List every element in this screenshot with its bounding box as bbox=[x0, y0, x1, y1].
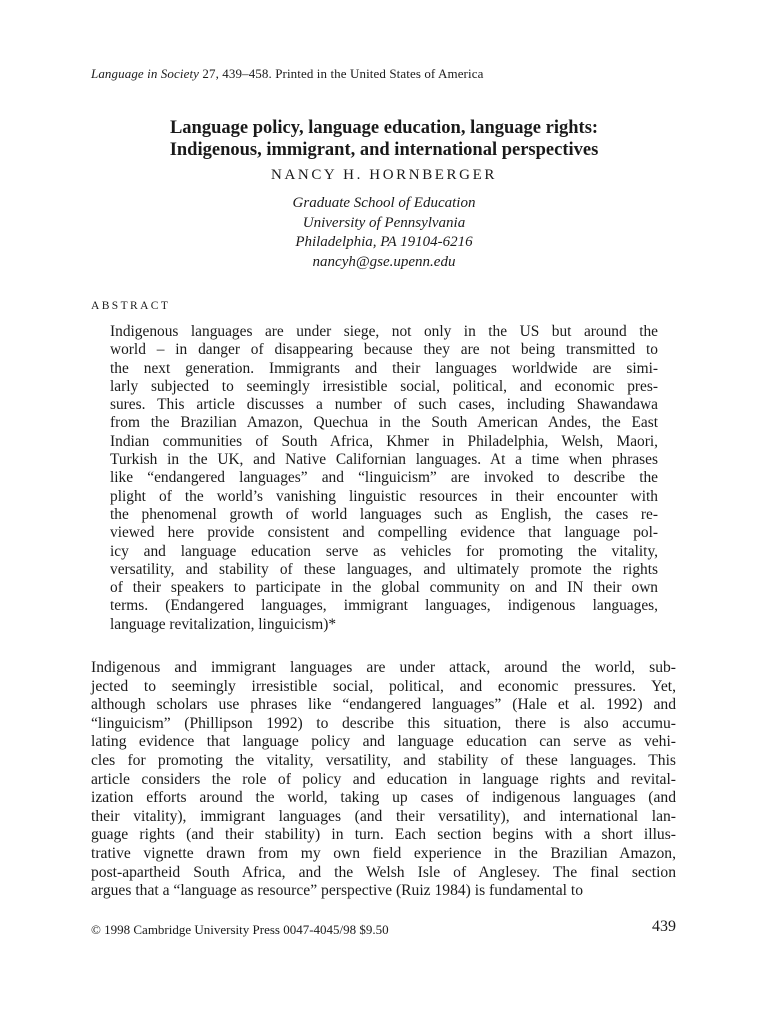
body-line: lating evidence that language policy and language education can serve as vehi- bbox=[91, 733, 676, 751]
abstract-text bbox=[110, 323, 658, 634]
abstract-line: Indigenous languages are under siege, not only in the US but around the bbox=[110, 323, 658, 340]
title-block bbox=[0, 117, 768, 272]
abstract-line: viewed here provide consistent and compelling evidence that language pol- bbox=[110, 524, 658, 542]
journal-citation: 27, 439–458. Printed in the United States of America bbox=[199, 66, 484, 81]
author-affiliation bbox=[0, 194, 768, 272]
abstract-line: plight of the world’s vanishing linguistic resources in their encounter with bbox=[110, 487, 658, 505]
body-line: post-apartheid South Africa, and the Welsh Isle of Anglesey. The final section bbox=[91, 863, 676, 881]
abstract-line: larly subjected to seemingly irresistible social, political, and economic pres- bbox=[110, 377, 658, 395]
body-line: ization efforts around the world, taking up cases of indigenous languages (and bbox=[91, 789, 676, 807]
affiliation-school: Graduate School of Education bbox=[292, 195, 476, 211]
abstract-line: Indian communities of South Africa, Khmer in Philadelphia, Welsh, Maori, bbox=[110, 432, 658, 450]
abstract-line: versatility, and stability of these languages, and ultimately promote the rights bbox=[110, 560, 658, 578]
article-title-line-2: Indigenous, immigrant, and international perspectives bbox=[169, 140, 599, 160]
affiliation-address: Philadelphia, PA 19104-6216 bbox=[295, 234, 473, 251]
abstract-heading: ABSTRACT bbox=[91, 300, 171, 312]
affiliation-university: University of Pennsylvania bbox=[302, 214, 466, 231]
abstract-line: icy and language education serve as vehicles for promoting the vitality, bbox=[110, 542, 658, 560]
copyright-line: © 1998 Cambridge University Press 0047-4045/98 $9.50 bbox=[91, 922, 389, 937]
abstract-line: sures. This article discusses a number of such cases, including Shawandawa bbox=[110, 396, 658, 414]
body-line: article considers the role of policy and education in language rights and revital- bbox=[91, 770, 676, 788]
abstract-line: of their speakers to participate in the global community on and IN their own bbox=[110, 579, 658, 597]
body-line: cles for promoting the vitality, versatility, and stability of these languages. This bbox=[91, 751, 676, 769]
abstract-line: terms. (Endangered languages, immigrant languages, indigenous languages, bbox=[110, 597, 658, 615]
body-line: argues that a “language as resource” perspective (Ruiz 1984) is fundamental to bbox=[91, 882, 584, 900]
abstract-line: language revitalization, linguicism)* bbox=[110, 615, 337, 633]
abstract-line: world – in danger of disappearing because they are not being transmitted to bbox=[110, 341, 658, 359]
page-number: 439 bbox=[652, 918, 676, 935]
body-line: jected to seemingly irresistible social, political, and economic pressures. Yet, bbox=[91, 677, 676, 695]
body-text bbox=[91, 659, 676, 901]
author-email: nancyh@gse.upenn.edu bbox=[312, 253, 456, 270]
abstract-line: the next generation. Immigrants and their languages worldwide are simi- bbox=[110, 359, 658, 377]
abstract-line: like “endangered languages” and “linguicism” are invoked to describe the bbox=[110, 469, 658, 487]
body-line: trative vignette drawn from my own field experience in the Brazilian Amazon, bbox=[91, 844, 676, 862]
body-line: their vitality), immigrant languages (and their versatility), and international lan- bbox=[91, 807, 676, 825]
abstract-line: Turkish in the UK, and Native Californian languages. At a time when phrases bbox=[110, 451, 658, 469]
body-line: “linguicism” (Phillipson 1992) to describe this situation, there is also accumu- bbox=[91, 714, 676, 732]
article-title-line-1: Language policy, language education, language rights: bbox=[169, 118, 599, 138]
body-line: although scholars use phrases like “endangered languages” (Hale et al. 1992) and bbox=[91, 696, 676, 714]
journal-name: Language in Society bbox=[91, 66, 200, 81]
author-name: NANCY H. HORNBERGER bbox=[271, 167, 497, 183]
abstract-line: the phenomenal growth of world languages such as English, the cases re- bbox=[110, 505, 658, 523]
body-line: Indigenous and immigrant languages are under attack, around the world, sub- bbox=[91, 659, 676, 676]
running-head bbox=[91, 66, 483, 82]
body-line: guage rights (and their stability) in turn. Each section begins with a short illus- bbox=[91, 826, 676, 844]
abstract-line: from the Brazilian Amazon, Quechua in the South American Andes, the East bbox=[110, 414, 658, 432]
